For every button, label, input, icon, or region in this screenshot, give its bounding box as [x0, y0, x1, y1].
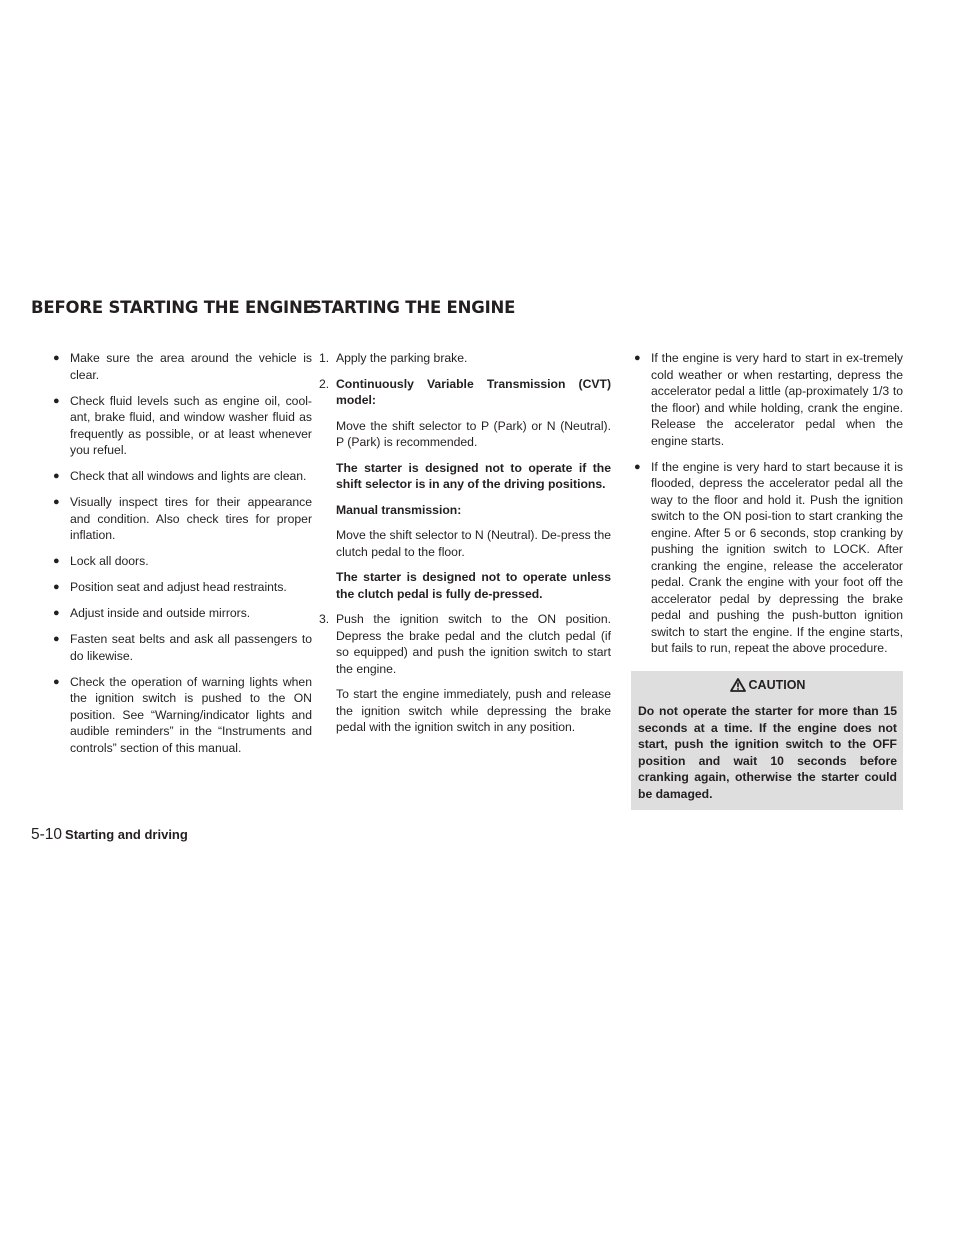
list-item: ● Adjust inside and outside mirrors. — [53, 606, 251, 620]
caution-header — [638, 677, 897, 694]
list-item: ● If the engine is very hard to start in ex-tremely cold weather or when restarting, depress the accelerator pedal a little (ap-proximately 1/3 to the floor) and while holding, crank the engine. Release the accelerator pedal when the engine starts. — [634, 351, 903, 448]
caution-box — [631, 671, 903, 811]
warning-triangle-icon — [730, 678, 746, 692]
page-number: 5-10 — [31, 826, 63, 843]
bullet-icon: ● — [53, 394, 60, 407]
bullet-icon: ● — [53, 675, 60, 688]
before-starting-column — [50, 350, 312, 766]
list-item: ● Make sure the area around the vehicle is clear. — [53, 351, 312, 382]
cvt-warning: The starter is designed not to operate if the shift selector is in any of the driving positions. — [336, 460, 611, 491]
step-3: 3. Push the ignition switch to the ON position. Depress the brake pedal and the clutch pedal (if so equipped) and push the ignition switch to start the engine. — [319, 612, 611, 676]
step-3-note: To start the engine immediately, push and release the ignition switch while depressing the brake pedal with the ignition switch in any position. — [336, 687, 611, 734]
list-item: ● Check fluid levels such as engine oil, cool-ant, brake fluid, and window washer fluid as frequently as possible, or at least whenever you refuel. — [53, 393, 312, 457]
manual-transmission-title: Manual transmission: — [336, 502, 462, 517]
bullet-icon: ● — [53, 581, 60, 593]
step-1: 1. Apply the parking brake. — [319, 351, 468, 365]
manual-instruction: Move the shift selector to N (Neutral). De-press the clutch pedal to the floor. — [336, 528, 611, 559]
list-item: ● Check that all windows and lights are clean. — [53, 469, 307, 483]
bullet-icon: ● — [634, 352, 641, 364]
list-item: ● Position seat and adjust head restraints. — [53, 580, 287, 594]
heading-starting-engine: STARTING THE ENGINE — [310, 298, 516, 317]
caution-label: CAUTION — [748, 677, 806, 692]
list-item: ● Fasten seat belts and ask all passengers to do likewise. — [53, 632, 312, 663]
section-title: Starting and driving — [65, 827, 188, 842]
bullet-icon: ● — [53, 352, 60, 364]
bullet-icon: ● — [53, 633, 60, 645]
page-footer — [31, 826, 188, 844]
list-item: ● Check the operation of warning lights when the ignition switch is pushed to the ON position. See “Warning/indicator lights and audible reminders” in the “Instruments and controls” section of this manual. — [53, 674, 312, 755]
bullet-icon: ● — [53, 470, 60, 482]
cvt-instruction: Move the shift selector to P (Park) or N (Neutral). P (Park) is recommended. — [336, 418, 611, 449]
bullet-icon: ● — [53, 555, 60, 567]
bullet-icon: ● — [53, 607, 60, 619]
cvt-model-title: Continuously Variable Transmission (CVT) model: — [336, 376, 611, 407]
hard-start-list — [631, 350, 903, 657]
before-starting-list — [50, 350, 312, 756]
bullet-icon: ● — [53, 496, 60, 508]
list-item: ● Lock all doors. — [53, 554, 149, 568]
caution-text: Do not operate the starter for more than 15 seconds at a time. If the engine does not start, push the ignition switch to the OFF position and wait 10 seconds before cranking again, otherwise the starter could be damaged. — [638, 704, 897, 801]
hard-start-column — [631, 350, 903, 810]
list-item: ● If the engine is very hard to start because it is flooded, depress the accelerator pedal all the way to the floor and hold it. Push the ignition switch to the ON posi-tion to start cranking the engine. After 5 or 6 seconds, stop cranking by pushing the ignition switch to LOCK. After cranking the engine, release the accelerator pedal. Crank the engine with your foot off the accelerator pedal by depressing the brake pedal and pushing the push-button ignition switch to start the engine. If the engine starts, but fails to run, repeat the above procedure. — [634, 459, 903, 655]
list-item: ● Visually inspect tires for their appearance and condition. Also check tires for proper inflation. — [53, 495, 312, 542]
bullet-icon: ● — [634, 460, 641, 473]
starting-steps-column — [319, 350, 611, 745]
heading-before-starting: BEFORE STARTING THE ENGINE — [31, 298, 314, 317]
manual-warning: The starter is designed not to operate unless the clutch pedal is fully de-pressed. — [336, 570, 611, 601]
step-2: 2. Continuously Variable Transmission (CVT) model: — [319, 376, 611, 407]
